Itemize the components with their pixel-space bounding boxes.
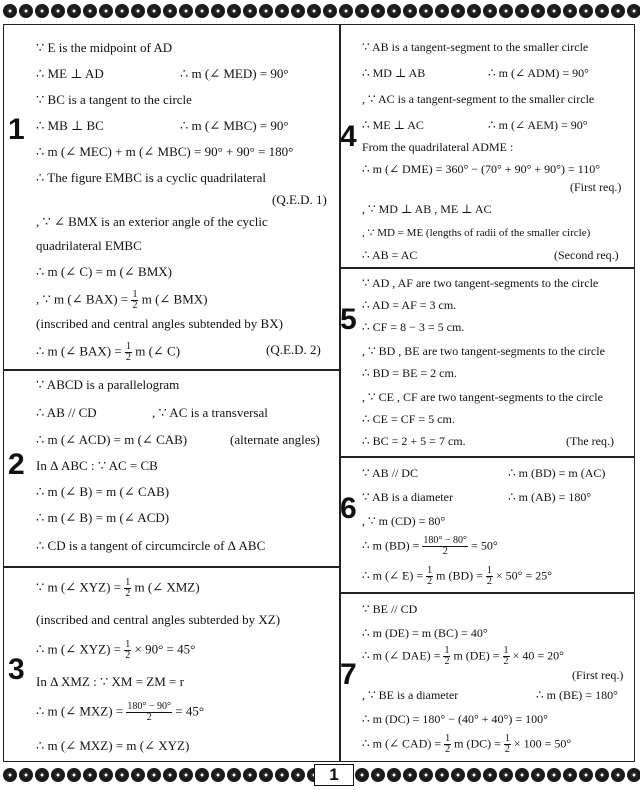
ornament-icon bbox=[483, 4, 497, 18]
text-line: ∵ m (∠ XYZ) = $\frac{1}{2}$ m (∠ XMZ) bbox=[36, 577, 200, 599]
ornament-icon bbox=[611, 4, 625, 18]
ornament-icon bbox=[483, 768, 497, 782]
text-line: ∴ m (∠ B) = m (∠ ACD) bbox=[36, 510, 170, 525]
text-line: ∴ m (∠ ACD) = m (∠ CAB) bbox=[36, 432, 188, 447]
text-line: ∴ BD = BE = 2 cm. bbox=[362, 366, 457, 380]
ornament-icon bbox=[227, 768, 241, 782]
text-line: , ∵ BD , BE are two tangent-segments to the circle bbox=[362, 344, 605, 358]
text-line: ∴ m (DE) = m (BC) = 40° bbox=[362, 626, 488, 640]
ornament-icon bbox=[275, 768, 289, 782]
ornament-icon bbox=[307, 4, 321, 18]
text-line: , ∵ m (CD) = 80° bbox=[362, 514, 446, 528]
ornament-icon bbox=[35, 4, 49, 18]
qed-label: (Q.E.D. 1) bbox=[272, 192, 327, 207]
text-line: (inscribed and central angles subtended by BX) bbox=[36, 316, 283, 331]
ornament-icon bbox=[515, 4, 529, 18]
fraction: $\frac{1}{2}$ bbox=[503, 645, 509, 667]
text-line: (alternate angles) bbox=[230, 432, 320, 447]
text-line: From the quadrilateral ADME : bbox=[362, 140, 514, 154]
ornament-icon bbox=[371, 768, 385, 782]
text-line: ∴ ME ⊥ AD bbox=[36, 66, 104, 81]
ornament-icon bbox=[147, 4, 161, 18]
text-line: , ∵ ∠ BMX is an exterior angle of the cyclic bbox=[36, 214, 268, 229]
text-line: quadrilateral EMBC bbox=[36, 238, 142, 253]
req-label: (First req.) bbox=[572, 668, 624, 682]
text-line: ∴ The figure EMBC is a cyclic quadrilateral bbox=[36, 170, 267, 185]
text-line: ∴ AD = AF = 3 cm. bbox=[362, 298, 457, 312]
text-line: ∴ m (BD) = m (AC) bbox=[508, 466, 606, 480]
text-line: ∵ ABCD is a parallelogram bbox=[36, 377, 180, 392]
text-line: ∴ m (∠ XYZ) = $\frac{1}{2}$ × 90° = 45° bbox=[36, 639, 196, 661]
ornament-icon bbox=[595, 768, 609, 782]
ornament-icon bbox=[403, 768, 417, 782]
qed-label: (Q.E.D. 2) bbox=[266, 342, 321, 357]
ornament-icon bbox=[547, 4, 561, 18]
ornament-icon bbox=[259, 768, 273, 782]
separator-2-3 bbox=[3, 566, 340, 568]
ornament-icon bbox=[467, 768, 481, 782]
ornament-icon bbox=[67, 768, 81, 782]
section-number: 3 bbox=[8, 653, 25, 686]
fraction: $\frac{180^\circ - 80^\circ}{2}$ bbox=[423, 535, 468, 557]
page-number: 1 bbox=[314, 764, 354, 786]
section-number: 5 bbox=[340, 303, 357, 336]
ornament-icon bbox=[371, 4, 385, 18]
ornament-icon bbox=[387, 768, 401, 782]
ornament-icon bbox=[227, 4, 241, 18]
text-line: ∴ m (∠ B) = m (∠ CAB) bbox=[36, 484, 170, 499]
ornament-icon bbox=[515, 768, 529, 782]
ornament-icon bbox=[35, 768, 49, 782]
fraction: $\frac{1}{2}$ bbox=[125, 639, 131, 661]
ornament-icon bbox=[51, 768, 65, 782]
text-line: ∴ m (∠ DAE) = $\frac{1}{2}$ m (DE) = $\frac{1}{2}$ × 40 = 20° bbox=[362, 645, 564, 667]
ornament-icon bbox=[355, 768, 369, 782]
fraction: $\frac{1}{2}$ bbox=[486, 565, 492, 587]
ornament-icon bbox=[3, 768, 17, 782]
ornament-icon bbox=[355, 4, 369, 18]
fraction: $\frac{1}{2}$ bbox=[504, 733, 510, 755]
ornament-icon bbox=[291, 768, 305, 782]
ornament-icon bbox=[163, 4, 177, 18]
text-line: ∴ m (AB) = 180° bbox=[508, 490, 592, 504]
separator-5-6 bbox=[340, 456, 635, 458]
text-line: ∵ AD , AF are two tangent-segments to the circle bbox=[362, 276, 599, 290]
section-number: 1 bbox=[8, 113, 25, 146]
ornament-icon bbox=[339, 4, 353, 18]
text-line: ∴ CF = 8 − 3 = 5 cm. bbox=[362, 320, 465, 334]
text-line: (inscribed and central angles subterded by XZ) bbox=[36, 612, 281, 627]
text-line: , ∵ AC is a tangent-segment to the smaller circle bbox=[362, 92, 595, 106]
text-line: ∴ m (∠ MBC) = 90° bbox=[180, 118, 289, 133]
section-number: 7 bbox=[340, 658, 357, 691]
text-line: ∴ CE = CF = 5 cm. bbox=[362, 412, 455, 426]
text-line: ∵ BC is a tangent to the circle bbox=[36, 92, 192, 107]
text-line: ∴ m (∠ E) = $\frac{1}{2}$ m (BD) = $\frac{1}{2}$ × 50° = 25° bbox=[362, 565, 553, 587]
req-label: (First req.) bbox=[570, 180, 622, 194]
text-line: , ∵ AC is a transversal bbox=[152, 405, 268, 420]
separator-4-5 bbox=[340, 267, 635, 269]
text-line: , ∵ BE is a diameter bbox=[362, 688, 459, 702]
ornament-icon bbox=[387, 4, 401, 18]
text-line: ∴ m (BD) = $\frac{180^\circ - 80^\circ}{2}$ = 50° bbox=[362, 535, 498, 557]
fraction: $\frac{1}{2}$ bbox=[132, 289, 138, 311]
ornament-icon bbox=[451, 4, 465, 18]
ornament-icon bbox=[147, 768, 161, 782]
text-line: ∴ m (∠ DME) = 360° − (70° + 90° + 90°) = 110° bbox=[362, 162, 601, 176]
section-number: 4 bbox=[340, 120, 357, 153]
ornament-icon bbox=[611, 768, 625, 782]
separator-6-7 bbox=[340, 592, 635, 594]
ornament-icon bbox=[83, 4, 97, 18]
ornament-icon bbox=[627, 4, 640, 18]
ornament-icon bbox=[179, 768, 193, 782]
text-line: ∴ MD ⊥ AB bbox=[362, 66, 426, 80]
ornament-icon bbox=[51, 4, 65, 18]
text-line: ∴ m (∠ C) = m (∠ BMX) bbox=[36, 264, 172, 279]
text-line: ∴ m (DC) = 180° − (40° + 40°) = 100° bbox=[362, 712, 548, 726]
ornament-icon bbox=[115, 768, 129, 782]
text-line: ∴ ME ⊥ AC bbox=[362, 118, 424, 132]
text-line: ∴ m (∠ MED) = 90° bbox=[180, 66, 289, 81]
text-line: ∵ AB is a tangent-segment to the smaller circle bbox=[362, 40, 589, 54]
section-number: 2 bbox=[8, 448, 25, 481]
text-line: , ∵ m (∠ BAX) = $\frac{1}{2}$ m (∠ BMX) bbox=[36, 289, 208, 311]
text-line: ∴ m (∠ MEC) + m (∠ MBC) = 90° + 90° = 180° bbox=[36, 144, 294, 159]
ornament-icon bbox=[195, 768, 209, 782]
section-number: 6 bbox=[340, 492, 357, 525]
text-line: , ∵ MD = ME (lengths of radii of the smaller circle) bbox=[362, 227, 591, 239]
ornament-icon bbox=[627, 768, 640, 782]
ornament-icon bbox=[419, 4, 433, 18]
ornament-icon bbox=[419, 768, 433, 782]
ornament-icon bbox=[3, 4, 17, 18]
text-line: ∴ AB = AC bbox=[362, 248, 418, 262]
ornament-icon bbox=[499, 4, 513, 18]
text-line: ∵ AB is a diameter bbox=[362, 490, 453, 504]
ornament-icon bbox=[291, 4, 305, 18]
text-line: ∴ m (∠ BAX) = $\frac{1}{2}$ m (∠ C) bbox=[36, 341, 181, 363]
fraction: $\frac{1}{2}$ bbox=[445, 733, 451, 755]
ornament-icon bbox=[243, 4, 257, 18]
ornament-icon bbox=[579, 768, 593, 782]
ornament-icon bbox=[19, 4, 33, 18]
text-line: ∵ AB // DC bbox=[362, 466, 418, 480]
fraction: $\frac{180^\circ - 90^\circ}{2}$ bbox=[127, 701, 172, 723]
ornament-icon bbox=[195, 4, 209, 18]
ornament-icon bbox=[19, 768, 33, 782]
ornament-icon bbox=[131, 4, 145, 18]
req-label: (Second req.) bbox=[554, 248, 619, 262]
fraction: $\frac{1}{2}$ bbox=[444, 645, 450, 667]
ornament-icon bbox=[579, 4, 593, 18]
text-line: ∴ m (∠ CAD) = $\frac{1}{2}$ m (DC) = $\frac{1}{2}$ × 100 = 50° bbox=[362, 733, 572, 755]
text-line: ∵ E is the midpoint of AD bbox=[36, 40, 173, 55]
text-line: ∴ MB ⊥ BC bbox=[36, 118, 104, 133]
text-line: , ∵ CE , CF are two tangent-segments to the circle bbox=[362, 390, 603, 404]
ornament-icon bbox=[403, 4, 417, 18]
ornament-icon bbox=[83, 768, 97, 782]
text-line: In Δ ABC : ∵ AC = CB bbox=[36, 458, 158, 473]
ornament-icon bbox=[451, 768, 465, 782]
text-line: ∴ m (BE) = 180° bbox=[536, 688, 618, 702]
ornament-icon bbox=[131, 768, 145, 782]
text-line: ∴ m (∠ MXZ) = m (∠ XYZ) bbox=[36, 738, 190, 753]
text-line: ∴ AB // CD bbox=[36, 405, 97, 420]
text-line: ∴ CD is a tangent of circumcircle of Δ ABC bbox=[36, 538, 266, 553]
top-ornament-band bbox=[0, 0, 640, 22]
ornament-icon bbox=[323, 4, 337, 18]
text-line: In Δ XMZ : ∵ XM = ZM = r bbox=[36, 674, 184, 689]
ornament-icon bbox=[99, 768, 113, 782]
ornament-icon bbox=[115, 4, 129, 18]
text-line: ∴ m (∠ MXZ) = $\frac{180^\circ - 90^\circ}{2}$ = 45° bbox=[36, 701, 205, 723]
ornament-icon bbox=[211, 4, 225, 18]
text-line: , ∵ MD ⊥ AB , ME ⊥ AC bbox=[362, 202, 492, 216]
ornament-icon bbox=[531, 4, 545, 18]
req-label: (The req.) bbox=[566, 434, 614, 448]
ornament-icon bbox=[547, 768, 561, 782]
ornament-icon bbox=[259, 4, 273, 18]
ornament-icon bbox=[499, 768, 513, 782]
ornament-icon bbox=[467, 4, 481, 18]
separator-1-2 bbox=[3, 369, 340, 371]
fraction: $\frac{1}{2}$ bbox=[125, 341, 131, 363]
ornament-icon bbox=[595, 4, 609, 18]
ornament-icon bbox=[563, 4, 577, 18]
ornament-icon bbox=[563, 768, 577, 782]
ornament-icon bbox=[435, 768, 449, 782]
text-line: ∴ m (∠ AEM) = 90° bbox=[488, 118, 588, 132]
ornament-icon bbox=[243, 768, 257, 782]
ornament-icon bbox=[179, 4, 193, 18]
text-line: ∴ BC = 2 + 5 = 7 cm. bbox=[362, 434, 466, 448]
ornament-icon bbox=[275, 4, 289, 18]
ornament-icon bbox=[163, 768, 177, 782]
text-line: ∵ BE // CD bbox=[362, 602, 418, 616]
ornament-icon bbox=[531, 768, 545, 782]
ornament-icon bbox=[67, 4, 81, 18]
text-line: ∴ m (∠ ADM) = 90° bbox=[488, 66, 589, 80]
fraction: $\frac{1}{2}$ bbox=[125, 577, 131, 599]
ornament-icon bbox=[211, 768, 225, 782]
ornament-icon bbox=[99, 4, 113, 18]
fraction: $\frac{1}{2}$ bbox=[427, 565, 433, 587]
ornament-icon bbox=[435, 4, 449, 18]
